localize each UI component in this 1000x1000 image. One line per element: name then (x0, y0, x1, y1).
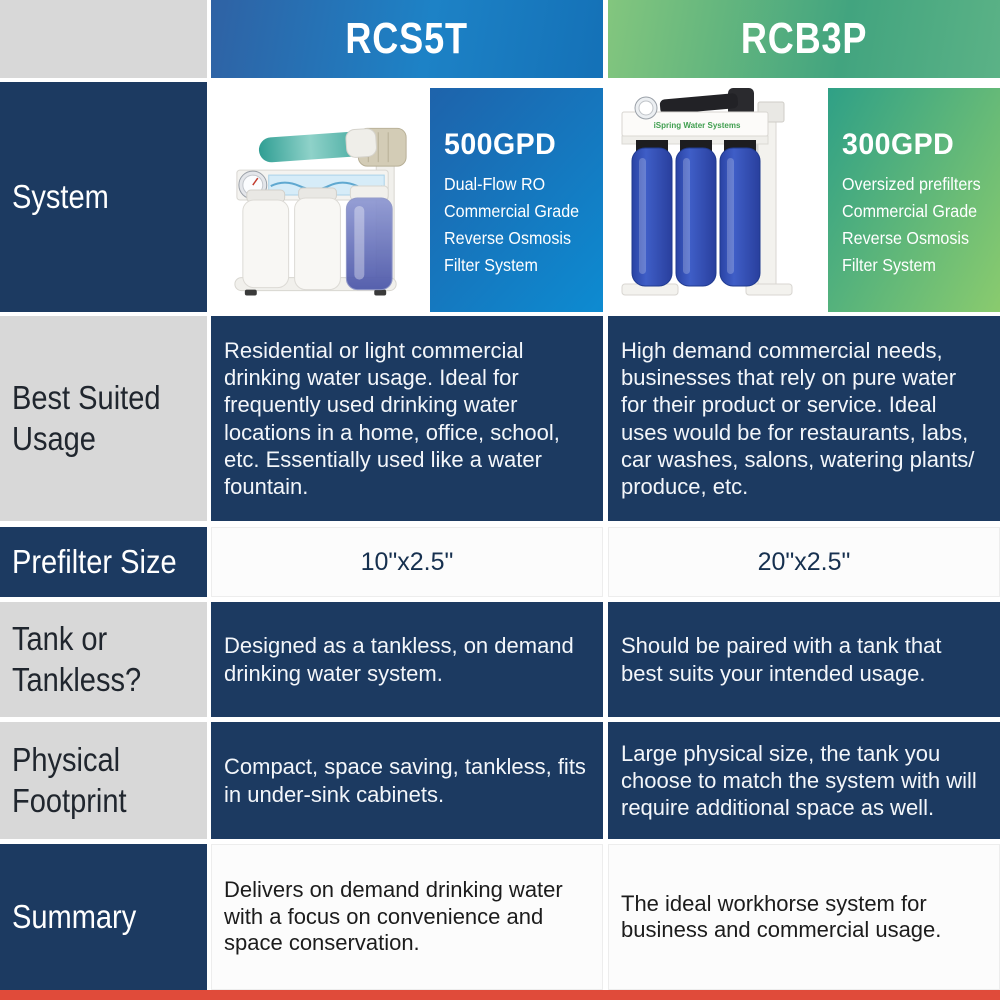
product-image-rcb3p (608, 82, 828, 312)
system-cell-rcs5t (211, 82, 603, 312)
cell-prefilter-rcb3p: 20"x2.5" (608, 527, 1000, 597)
cell-best-suited-rcb3p: High demand commercial needs, businesses that rely on pure water for their product or service. Ideal uses would be for restaurants, labs, car washes, salons, watering plants/ produce, etc. (608, 316, 1000, 521)
cell-footprint-rcb3p: Large physical size, the tank you choose to match the system with will require additional space as well. (608, 722, 1000, 839)
row-label-system: System (0, 82, 207, 312)
bottom-accent-bar (0, 990, 1000, 1000)
spec-box-rcb3p (828, 88, 1000, 312)
spec-line: Commercial Grade (842, 201, 978, 222)
row-label-tank-or-tankless: Tank or Tankless? (0, 602, 207, 717)
spec-box-rcs5t (430, 88, 603, 312)
product-photo-rcb3p (608, 82, 828, 312)
system-cell-rcb3p (608, 82, 1000, 312)
filter-canisters (243, 186, 392, 290)
cell-summary-rcs5t: Delivers on demand drinking water with a focus on convenience and space conservation. (211, 844, 603, 990)
spec-heading: 300GPD (842, 128, 955, 161)
column-header-rcb3p (608, 0, 1000, 78)
spec-line: Reverse Osmosis (842, 228, 970, 249)
row-label-prefilter-size: Prefilter Size (0, 527, 207, 597)
product-photo-rcs5t (211, 82, 430, 312)
product-brand-text: iSpring Water Systems (653, 121, 741, 130)
cell-tank-rcs5t: Designed as a tankless, on demand drinking water system. (211, 602, 603, 717)
row-label-best-suited-usage: Best Suited Usage (0, 316, 207, 521)
cell-footprint-rcs5t: Compact, space saving, tankless, fits in under-sink cabinets. (211, 722, 603, 839)
column-header-rcs5t (211, 0, 603, 78)
spec-line: Filter System (842, 255, 936, 276)
spec-line: Commercial Grade (444, 201, 580, 222)
spec-line: Filter System (444, 255, 538, 276)
row-label-physical-footprint: Physical Footprint (0, 722, 207, 839)
cell-tank-rcb3p: Should be paired with a tank that best suits your intended usage. (608, 602, 1000, 717)
product-name-rcs5t: RCS5T (345, 14, 469, 63)
spec-heading: 500GPD (444, 128, 557, 161)
cell-prefilter-rcs5t: 10"x2.5" (211, 527, 603, 597)
cell-summary-rcb3p: The ideal workhorse system for business and commercial usage. (608, 844, 1000, 990)
cell-best-suited-rcs5t: Residential or light commercial drinking water usage. Ideal for frequently used drinking water locations in a home, office, school, etc. Essentially used like a water fountain. (211, 316, 603, 521)
filter-canisters (632, 140, 760, 286)
pressure-gauge (635, 97, 657, 119)
row-label-summary: Summary (0, 844, 207, 990)
corner-cell (0, 0, 207, 78)
spec-line: Reverse Osmosis (444, 228, 572, 249)
product-name-rcb3p: RCB3P (740, 14, 868, 63)
spec-line: Dual-Flow RO (444, 174, 546, 194)
product-image-rcs5t (211, 82, 430, 312)
spec-line: Oversized prefilters (842, 174, 981, 194)
